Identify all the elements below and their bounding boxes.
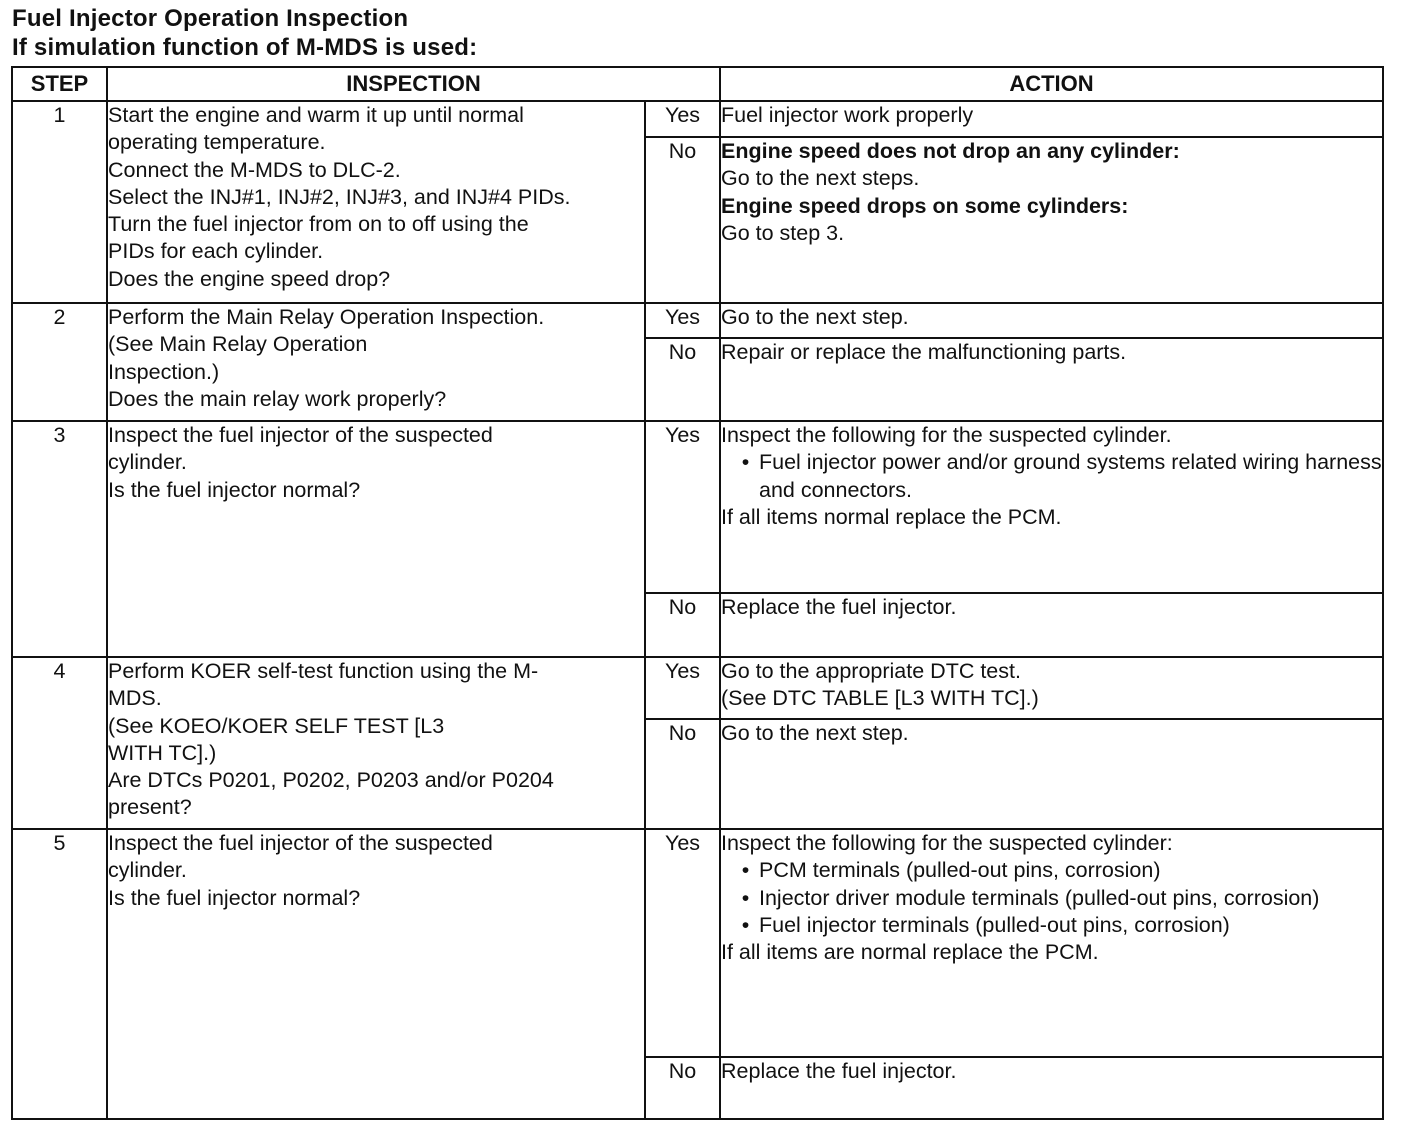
inspection-line: cylinder. xyxy=(108,450,187,475)
no-action xyxy=(720,338,1383,421)
step-inspection xyxy=(107,657,645,829)
yes-label: Yes xyxy=(645,303,720,338)
no-action xyxy=(720,593,1383,657)
inspection-line: Perform the Main Relay Operation Inspection. xyxy=(108,305,545,329)
inspection-line: MDS. xyxy=(108,686,162,711)
table-row xyxy=(12,303,1383,338)
yes-label: Yes xyxy=(645,657,720,719)
yes-label: Yes xyxy=(645,421,720,593)
yes-label: Yes xyxy=(645,101,720,137)
action-line: Go to the appropriate DTC test. xyxy=(721,659,1021,683)
no-label: No xyxy=(645,719,720,829)
yes-action xyxy=(720,829,1383,1057)
inspection-table xyxy=(11,66,1384,1120)
yes-action xyxy=(720,657,1383,719)
step-inspection xyxy=(107,101,645,303)
bullet-item: • Fuel injector terminals (pulled-out pins, corrosion) xyxy=(721,912,1382,939)
step-number: 5 xyxy=(12,829,107,1119)
no-label: No xyxy=(645,338,720,421)
action-line: Fuel injector work properly xyxy=(721,103,974,127)
action-line: Replace the fuel injector. xyxy=(721,1059,957,1083)
step-inspection xyxy=(107,303,645,421)
action-line: Replace the fuel injector. xyxy=(721,595,957,619)
table-row xyxy=(12,657,1383,719)
no-label: No xyxy=(645,137,720,303)
action-line: (See DTC TABLE [L3 WITH TC].) xyxy=(721,686,1039,711)
page-title: Fuel Injector Operation Inspection xyxy=(12,5,409,32)
no-label: No xyxy=(645,1057,720,1119)
inspection-line: operating temperature. xyxy=(108,130,326,155)
action-line: Repair or replace the malfunctioning parts. xyxy=(721,340,1127,364)
table-row xyxy=(12,829,1383,1057)
step-inspection xyxy=(107,829,645,1119)
action-line: Go to the next steps. xyxy=(721,166,920,191)
inspection-line: Does the main relay work properly? xyxy=(108,386,447,411)
yes-action xyxy=(720,303,1383,338)
inspection-line: Perform KOER self-test function using the M- xyxy=(108,659,539,683)
page-subtitle: If simulation function of M-MDS is used: xyxy=(12,34,478,61)
action-line: If all items are normal replace the PCM. xyxy=(721,940,1099,965)
action-line: Go to the next step. xyxy=(721,721,909,745)
inspection-line: Does the engine speed drop? xyxy=(108,266,391,291)
inspection-line: Inspect the fuel injector of the suspected xyxy=(108,423,493,447)
inspection-line: Turn the fuel injector from on to off using the xyxy=(108,212,529,237)
inspection-line: Are DTCs P0201, P0202, P0203 and/or P0204 xyxy=(108,768,554,793)
no-label: No xyxy=(645,593,720,657)
inspection-line: cylinder. xyxy=(108,858,187,883)
action-heading: Engine speed drops on some cylinders: xyxy=(721,193,1129,218)
inspection-line: WITH TC].) xyxy=(108,740,217,765)
inspection-line: Inspection.) xyxy=(108,359,220,384)
table-row xyxy=(12,101,1383,137)
action-line: If all items normal replace the PCM. xyxy=(721,504,1062,529)
yes-action xyxy=(720,421,1383,593)
header-inspection: INSPECTION xyxy=(107,67,720,101)
bullet-item: • PCM terminals (pulled-out pins, corrosion) xyxy=(721,857,1382,884)
step-number: 1 xyxy=(12,101,107,303)
table-row xyxy=(12,421,1383,593)
inspection-line: Is the fuel injector normal? xyxy=(108,885,361,910)
inspection-line: Start the engine and warm it up until normal xyxy=(108,103,524,127)
inspection-line: Select the INJ#1, INJ#2, INJ#3, and INJ#4 PIDs. xyxy=(108,184,571,209)
yes-label: Yes xyxy=(645,829,720,1057)
inspection-line: Connect the M-MDS to DLC-2. xyxy=(108,157,401,182)
yes-action xyxy=(720,101,1383,137)
bullet-item: • Injector driver module terminals (pulled-out pins, corrosion) xyxy=(721,885,1382,912)
no-action xyxy=(720,1057,1383,1119)
header-action: ACTION xyxy=(720,67,1383,101)
action-line: Inspect the following for the suspected cylinder. xyxy=(721,423,1172,447)
inspection-line: Inspect the fuel injector of the suspected xyxy=(108,831,493,855)
inspection-line: (See Main Relay Operation xyxy=(108,332,368,357)
bullet-item: • Fuel injector power and/or ground systems related wiring harness and connectors. xyxy=(721,449,1382,504)
action-line: Inspect the following for the suspected cylinder: xyxy=(721,831,1173,855)
header-step: STEP xyxy=(12,67,107,101)
step-number: 4 xyxy=(12,657,107,829)
inspection-line: (See KOEO/KOER SELF TEST [L3 xyxy=(108,713,445,738)
action-heading: Engine speed does not drop an any cylinder: xyxy=(721,139,1180,163)
step-number: 3 xyxy=(12,421,107,657)
action-line: Go to step 3. xyxy=(721,220,845,245)
inspection-line: PIDs for each cylinder. xyxy=(108,239,324,264)
action-line: Go to the next step. xyxy=(721,305,909,329)
step-inspection xyxy=(107,421,645,657)
no-action xyxy=(720,137,1383,303)
no-action xyxy=(720,719,1383,829)
step-number: 2 xyxy=(12,303,107,421)
inspection-line: present? xyxy=(108,795,192,820)
table-header-row xyxy=(12,67,1383,101)
inspection-line: Is the fuel injector normal? xyxy=(108,477,361,502)
